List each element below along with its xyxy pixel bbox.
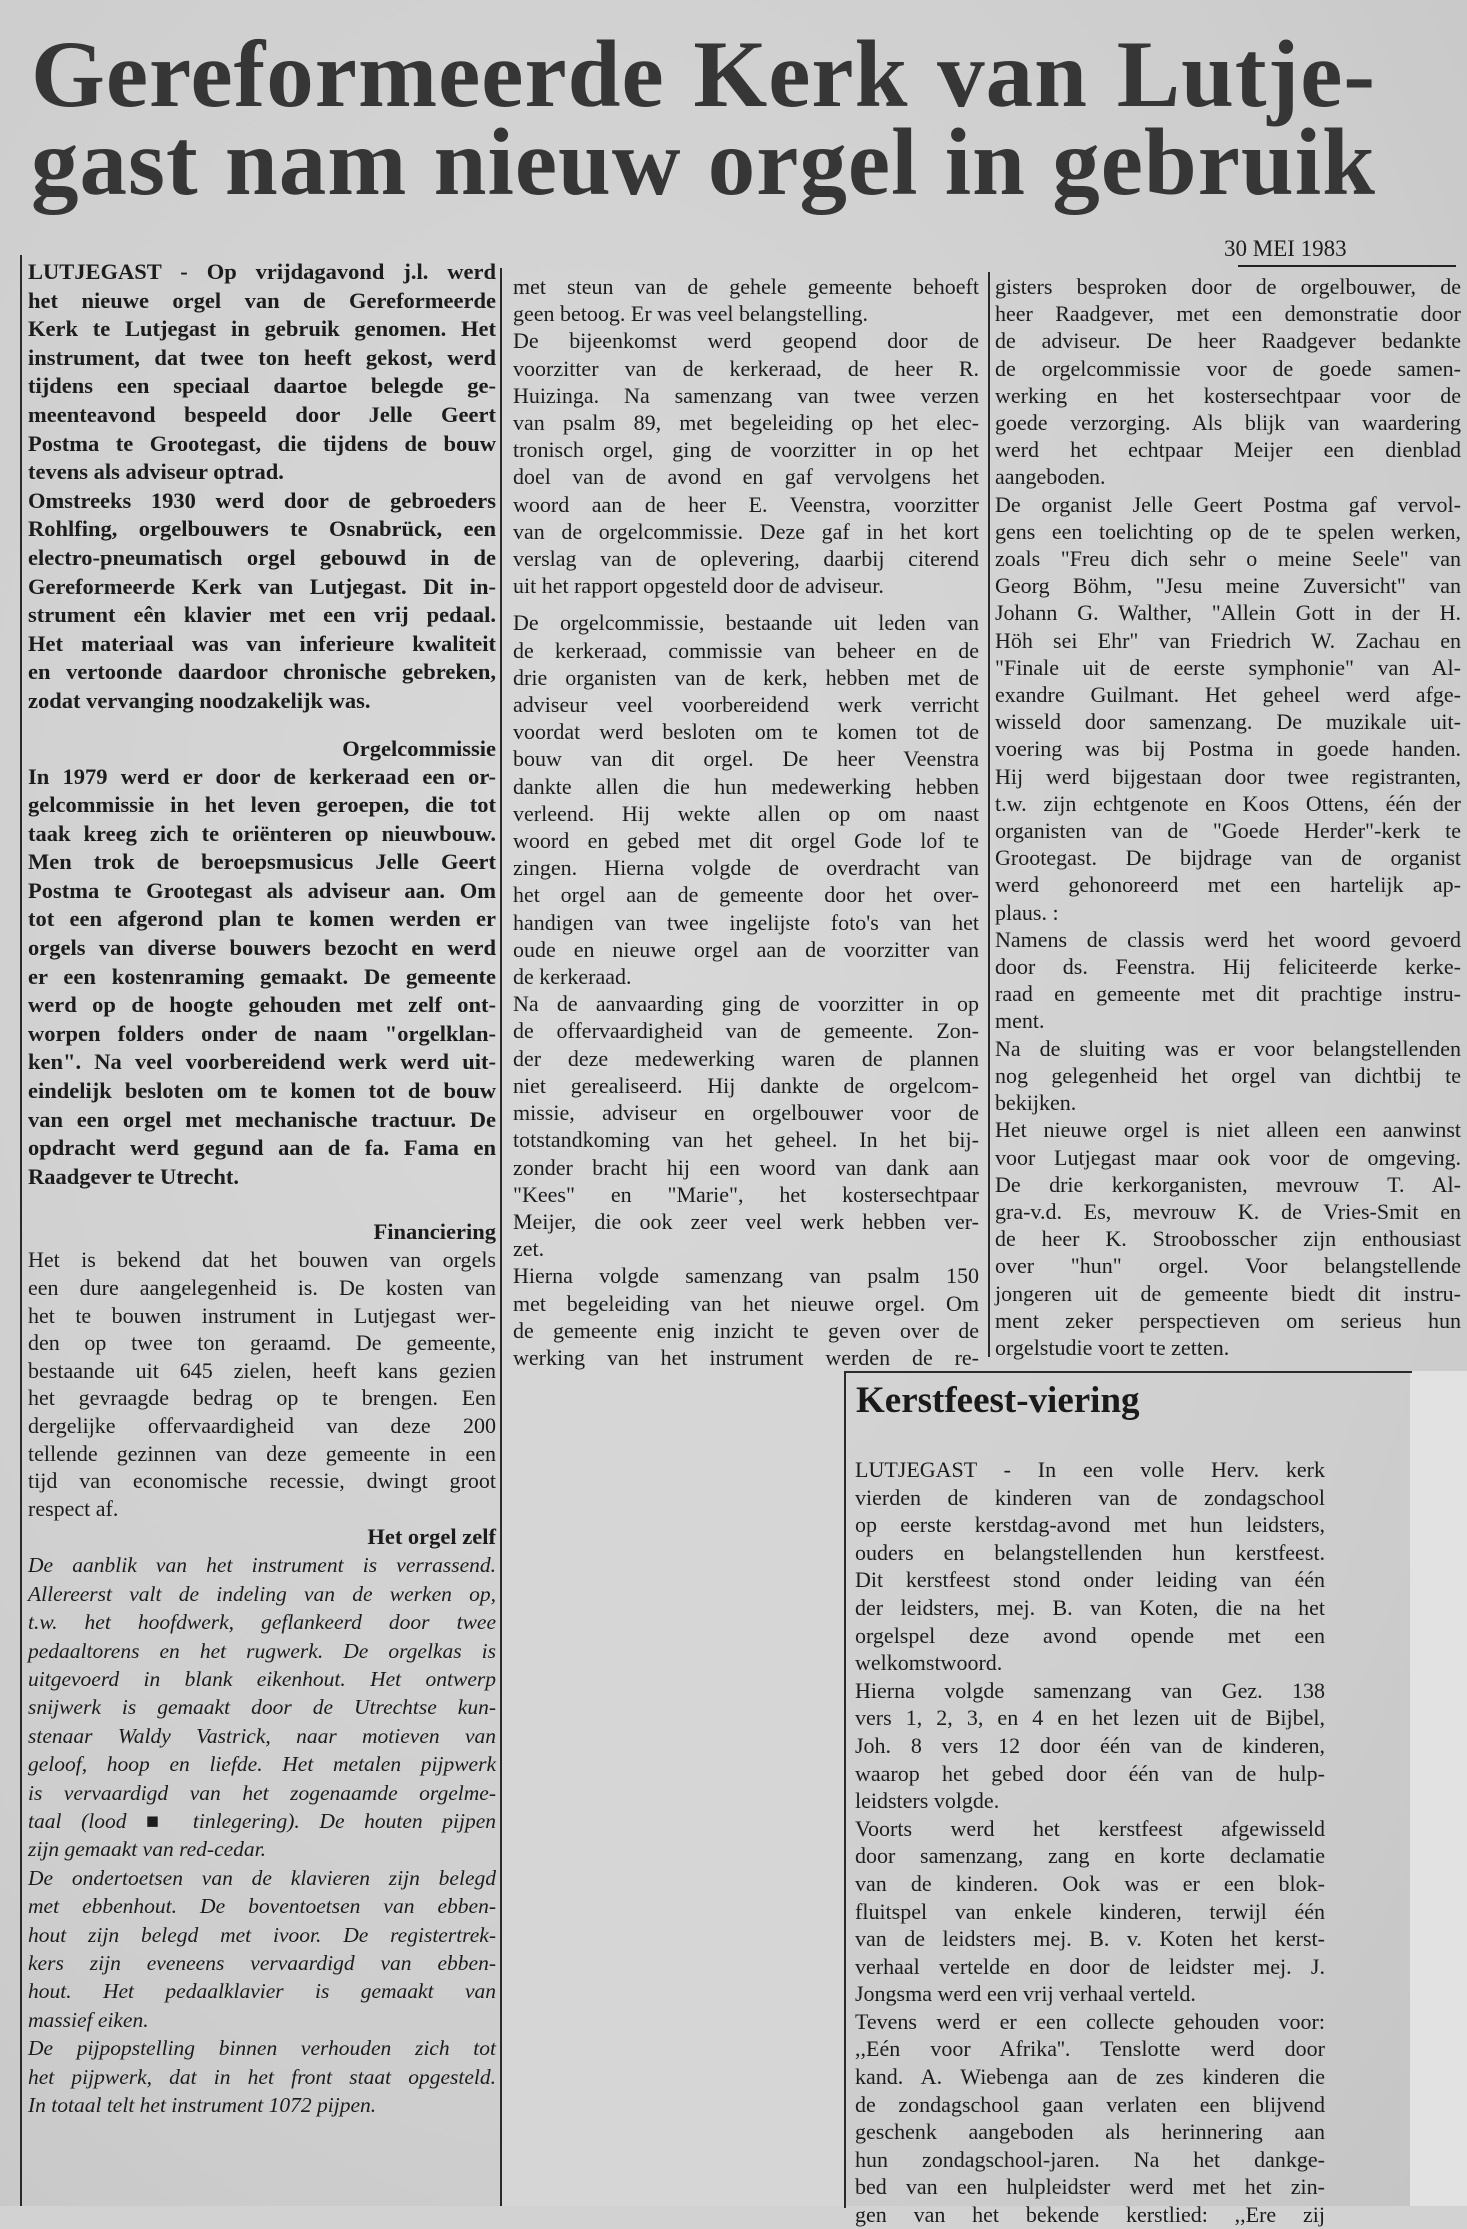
headline-line: Gereformeerde Kerk van Lutje-	[31, 21, 1376, 127]
paragraph	[995, 1035, 1461, 1117]
text-line: de kerkeraad.	[513, 964, 632, 990]
text-line: De aanblik van het instrument is verrassend.	[28, 1553, 496, 1578]
paragraph	[28, 763, 496, 1192]
text-line: bekijken.	[995, 1090, 1077, 1116]
text-line: raad en gemeente met dit prachtige instru-	[995, 981, 1461, 1007]
text-line: de heer K. Stroobosscher zijn enthousiast	[995, 1226, 1461, 1252]
text-line: voor Lutjegast maar ook voor de omgeving.	[995, 1144, 1461, 1170]
subheading	[28, 1217, 496, 1246]
text-line: geschenk aangeboden als herinnering aan	[855, 2119, 1325, 2145]
paragraph	[995, 926, 1461, 1035]
sidebar-article-title: Kerstfeest-viering	[856, 1380, 1140, 1421]
text-line: De drie kerkorganisten, mevrouw T. Al-	[995, 1171, 1461, 1197]
text-line: met steun van de gehele gemeente behoeft	[513, 274, 979, 299]
text-line: zodat vervanging noodzakelijk was.	[28, 687, 371, 713]
text-line: Georg Böhm, "Jesu meine Zuversicht" van	[995, 573, 1461, 599]
text-line: Het nieuwe orgel is niet alleen een aanwinst	[995, 1117, 1461, 1143]
text-line: der leidsters, mej. B. van Koten, die na het	[855, 1594, 1325, 1620]
text-line: exandre Guilmant. Het geheel werd afge-	[995, 682, 1461, 708]
text-line: jongeren uit de gemeente biedt dit instru-	[995, 1280, 1461, 1306]
text-line: de offervaardigheid van de gemeente. Zon-	[513, 1018, 979, 1044]
text-line: De ondertoetsen van de klavieren zijn belegd	[28, 1865, 496, 1890]
text-line: woord en gebed met dit orgel Gode lof te	[513, 828, 979, 854]
paragraph	[855, 1815, 1325, 2008]
text-line: oude en nieuwe orgel aan de voorzitter van	[513, 936, 979, 962]
text-line: Höh sei Ehr" van Friedrich W. Zachau en	[995, 627, 1461, 653]
article-column-3	[995, 273, 1461, 1361]
text-line: werd gehonoreerd met een hartelijk ap-	[995, 872, 1461, 898]
text-line: worpen folders onder de naam "orgelklan-	[28, 1020, 496, 1046]
text-line: tot een afgerond plan te komen werden er	[28, 906, 496, 932]
text-line: met begeleiding van het nieuwe orgel. Om	[513, 1290, 979, 1316]
text-line: geloof, hoop en liefde. Het metalen pijpwerk	[28, 1752, 496, 1777]
text-line: zoals "Freu dich sehr o meine Seele" van	[995, 546, 1461, 572]
text-line: taak kreeg zich te oriënteren op nieuwbouw.	[28, 820, 496, 846]
text-line: doel van de avond en gaf vervolgens het	[513, 464, 979, 490]
text-line: nog gelegenheid het orgel van dichtbij te	[995, 1062, 1461, 1088]
text-line: hout zijn belegd met ivoor. De registertrek-	[28, 1922, 496, 1947]
subheading	[28, 734, 496, 763]
headline-line: gast nam nieuw orgel in gebruik	[31, 109, 1376, 215]
text-line: snijwerk is gemaakt door de Utrechtse kun-	[28, 1695, 496, 1720]
text-line: gisters besproken door de orgelbouwer, de	[995, 274, 1461, 299]
publication-date: 30 MEI 1983	[1224, 236, 1347, 261]
text-line: de orgelcommissie voor de goede samen-	[995, 355, 1461, 381]
text-line: en vertoonde daardoor chronische gebreken,	[28, 659, 496, 685]
paragraph	[28, 1864, 496, 2034]
date-underline	[1238, 265, 1456, 267]
text-line: ment.	[995, 1008, 1045, 1034]
text-line: Grootegast. De bijdrage van de organist	[995, 845, 1461, 871]
column-rule-2-3	[988, 272, 990, 1357]
text-line: tronisch orgel, ging de voorzitter in op het	[513, 437, 979, 463]
subheading-text: Financiering	[373, 1219, 496, 1245]
subheading	[28, 1522, 496, 1551]
text-line: vierden de kinderen van de zondagschool	[855, 1484, 1325, 1510]
text-line: aangeboden.	[995, 464, 1106, 490]
text-line: werking van het instrument werden de re-	[513, 1344, 979, 1370]
paragraph	[995, 1116, 1461, 1361]
text-line: taal (lood ■ tinlegering). De houten pijpen	[28, 1809, 496, 1833]
text-line: Joh. 8 vers 12 door één van de kinderen,	[855, 1732, 1325, 1758]
text-line: van een orgel met mechanische tractuur. De	[28, 1106, 496, 1132]
text-line: door ds. Feenstra. Hij feliciteerde kerke-	[995, 954, 1461, 980]
text-line: t.w. zijn echtgenote en Koos Ottens, één der	[995, 790, 1461, 816]
text-line: hun zondagschool-jaren. Na het dankge-	[855, 2146, 1325, 2172]
text-line: over "hun" orgel. Voor belangstellende	[995, 1253, 1461, 1279]
text-line: Allereerst valt de indeling van de werken op,	[28, 1581, 496, 1606]
text-line: het te bouwen instrument in Lutjegast wer-	[28, 1302, 496, 1328]
blank-paper-area	[502, 1360, 844, 2206]
subheading-text: Het orgel zelf	[367, 1524, 496, 1550]
column-rule-left	[20, 255, 22, 2206]
text-line: de adviseur. De heer Raadgever bedankte	[995, 328, 1461, 354]
text-line: het gevraagde bedrag op te brengen. Een	[28, 1385, 496, 1411]
text-line: Hierna volgde samenzang van psalm 150	[513, 1263, 979, 1289]
text-line: drie organisten van de kerk, hebben met de	[513, 664, 979, 690]
text-line: Raadgever te Utrecht.	[28, 1163, 239, 1189]
text-line: ouders en belangstellenden hun kerstfeest.	[855, 1539, 1325, 1565]
text-line: Rohlfing, orgelbouwers te Osnabrück, een	[28, 516, 496, 542]
text-line: op eerste kerstdag-avond met hun leidsters,	[855, 1512, 1325, 1538]
text-line: de zondagschool gaan verlaten een blijvend	[855, 2091, 1325, 2117]
text-line: het pijpwerk, dat in het front staat opgesteld.	[28, 2064, 496, 2089]
paragraph	[855, 1677, 1325, 1815]
text-line: voorzitter van de kerkeraad, de heer R.	[513, 355, 979, 381]
text-line: De pijpopstelling binnen verhouden zich tot	[28, 2036, 496, 2061]
text-line: Omstreeks 1930 werd door de gebroeders	[28, 487, 496, 513]
text-line: de kerkeraad, commissie van beheer en de	[513, 637, 979, 663]
text-line: ,,Eén voor Afrika''. Tenslotte werd door	[855, 2036, 1325, 2062]
text-line: zonder bracht hij een woord van dank aan	[513, 1154, 979, 1180]
paragraph	[855, 1456, 1325, 1677]
paragraph	[995, 491, 1461, 926]
paragraph	[513, 990, 979, 1262]
text-line: verleend. Hij wekte allen op om naast	[513, 800, 979, 826]
text-line: het nieuwe orgel van de Gereformeerde	[28, 287, 496, 313]
text-line: door samenzang, zang en korte declamatie	[855, 1843, 1325, 1869]
headline	[31, 21, 1376, 215]
text-line: adviseur veel voorbereidend werk verricht	[513, 692, 979, 718]
text-line: Voorts werd het kerstfeest afgewisseld	[855, 1815, 1325, 1841]
text-line: dankte allen die hun medewerking hebben	[513, 773, 979, 799]
paragraph	[28, 2034, 496, 2119]
text-line: geen betoog. Er was veel belangstelling.	[513, 301, 868, 327]
text-line: den op twee ton geraamd. De gemeente,	[28, 1330, 496, 1356]
text-line: Huizinga. Na samenzang van twee verzen	[513, 382, 979, 408]
text-line: zijn gemaakt van red-cedar.	[28, 1837, 267, 1862]
text-line: Na de sluiting was er voor belangstellenden	[995, 1035, 1461, 1061]
text-line: werking en het kostersechtpaar voor de	[995, 382, 1461, 408]
text-line: De bijeenkomst werd geopend door de	[513, 328, 979, 354]
paragraph	[513, 327, 979, 599]
text-line: Postma te Grootegast als adviseur aan. Om	[28, 877, 496, 903]
text-line: goede verzorging. Als blijk van waardering	[995, 410, 1461, 436]
text-line: het orgel aan de gemeente door het over-	[513, 882, 979, 908]
text-line: Johann G. Walther, "Allein Gott in der H.	[995, 600, 1461, 626]
text-line: instrument, dat twee ton heeft gekost, werd	[28, 344, 496, 370]
text-line: LUTJEGAST - In een volle Herv. kerk	[855, 1457, 1325, 1482]
text-line: Dit kerstfeest stond onder leiding van één	[855, 1567, 1325, 1593]
text-line: Na de aanvaarding ging de voorzitter in op	[513, 991, 979, 1017]
text-line: "Kees" en "Marie", het kostersechtpaar	[513, 1181, 979, 1207]
text-line: eindelijk besloten om te komen tot de bouw	[28, 1078, 496, 1104]
text-line: opdracht werd gegund aan de fa. Fama en	[28, 1135, 496, 1161]
text-line: er een kostenraming gemaakt. De gemeente	[28, 963, 496, 989]
text-line: een dure aangelegenheid is. De kosten van	[28, 1275, 496, 1300]
text-line: van psalm 89, met begeleiding op het elec-	[513, 410, 979, 436]
text-line: In totaal telt het instrument 1072 pijpen.	[28, 2093, 377, 2118]
text-line: Gereformeerde Kerk van Lutjegast. Dit in-	[28, 573, 496, 599]
text-line: welkomstwoord.	[855, 1650, 1003, 1676]
text-line: dergelijke offervaardigheid van deze 200	[28, 1412, 496, 1438]
subheading-text: Orgelcommissie	[342, 735, 496, 761]
text-line: bed van een hulpleidster werd met het zin-	[855, 2174, 1325, 2200]
text-line: Het materiaal was van inferieure kwaliteit	[28, 630, 496, 656]
paragraph	[995, 273, 1461, 491]
paragraph	[513, 609, 979, 990]
article-column-1	[28, 258, 496, 2119]
text-line: orgelspel deze avond opende met een	[855, 1622, 1325, 1648]
paragraph	[513, 1262, 979, 1371]
text-line: t.w. het hoofdwerk, geflankeerd door twee	[28, 1610, 496, 1635]
text-line: strument eên klavier met een vrij pedaal.	[28, 602, 496, 628]
text-line: bestaande uit 645 zielen, heeft kans gezien	[28, 1357, 496, 1383]
text-line: uit het rapport opgesteld door de adviseur.	[513, 573, 884, 599]
text-line: leidsters volgde.	[855, 1788, 1000, 1814]
sidebar-article-body	[855, 1456, 1325, 2229]
text-line: zet.	[513, 1236, 545, 1262]
paragraph	[513, 273, 979, 327]
text-line: Hij werd bijgestaan door twee registranten,	[995, 763, 1461, 789]
text-line: uitgevoerd in blank eikenhout. Het ontwerp	[28, 1666, 496, 1691]
text-line: hout. Het pedaalklavier is gemaakt van	[28, 1979, 496, 2004]
text-line: gens een toelichting op de te spelen werken,	[995, 518, 1461, 544]
text-line: met ebbenhout. De boventoetsen van ebben-	[28, 1894, 496, 1919]
text-line: missie, adviseur en orgelbouwer voor de	[513, 1100, 979, 1126]
text-line: Jongsma werd een vrij verhaal verteld.	[855, 1981, 1196, 2007]
text-line: handigen van twee ingelijste foto's van het	[513, 909, 979, 935]
text-line: organisten van de "Goede Herder"-kerk te	[995, 818, 1461, 844]
text-line: Het is bekend dat het bouwen van orgels	[28, 1247, 496, 1273]
text-line: verhaal vertelde en door de leidster mej. J.	[855, 1953, 1325, 1979]
text-line: bouw van dit orgel. De heer Veenstra	[513, 746, 979, 772]
text-line: tevens als adviseur optrad.	[28, 459, 284, 485]
text-line: tijdens een speciaal daartoe belegde ge-	[28, 373, 496, 399]
text-line: de gemeente enig inzicht te geven over de	[513, 1317, 979, 1343]
text-line: fluitspel van enkele kinderen, terwijl één	[855, 1898, 1325, 1924]
text-line: stenaar Waldy Vastrick, naar motieven van	[28, 1723, 496, 1748]
text-line: orgelstudie voort te zetten.	[995, 1334, 1230, 1360]
text-line: voering was bij Postma in goede handen.	[995, 736, 1461, 762]
text-line: De organist Jelle Geert Postma gaf vervol-	[995, 491, 1461, 517]
text-line: heer Raadgever, met een demonstratie door	[995, 301, 1461, 327]
text-line: woord aan de heer E. Veenstra, voorzitter	[513, 491, 979, 517]
text-line: werd op de hoogte gehouden met zelf ont-	[28, 992, 496, 1018]
text-line: voordat werd besloten om te komen tot de	[513, 719, 979, 745]
text-line: tijd van economische recessie, dwingt groot	[28, 1468, 496, 1494]
column-rule-1-2	[500, 268, 502, 2206]
article-column-2	[513, 273, 979, 1371]
text-line: van de kinderen. Ook was er een blok-	[855, 1870, 1325, 1896]
text-line: De orgelcommissie, bestaande uit leden van	[513, 610, 979, 636]
text-line: gen van het bekende kerstlied: ,,Ere zij	[855, 2202, 1325, 2228]
text-line: vers 1, 2, 3, en 4 en het lezen uit de Bijbel,	[855, 1705, 1325, 1731]
text-line: zingen. Hierna volgde de overdracht van	[513, 855, 979, 881]
clipping-edge	[1410, 1371, 1467, 2206]
text-line: In 1979 werd er door de kerkeraad een or-	[28, 763, 496, 789]
text-line: gra-v.d. Es, mevrouw K. de Vries-Smit en	[995, 1198, 1461, 1224]
text-line: respect af.	[28, 1495, 119, 1521]
paragraph	[855, 2008, 1325, 2229]
text-line: gelcommissie in het leven geroepen, die tot	[28, 792, 496, 818]
text-line: kers zijn eveneens vervaardigd van ebben-	[28, 1951, 496, 1976]
text-line: pedaaltorens en het rugwerk. De orgelkas is	[28, 1638, 496, 1663]
text-line: verslag van de oplevering, daarbij citerend	[513, 546, 979, 572]
paragraph	[28, 1246, 496, 1522]
text-line: ment zeker perspectieven om serieus hun	[995, 1307, 1461, 1333]
text-line: Men trok de beroepsmusicus Jelle Geert	[28, 849, 496, 875]
text-line: waarop het gebed door één van de hulp-	[855, 1760, 1325, 1786]
text-line: ken". Na veel voorbereidend werk werd uit-	[28, 1049, 496, 1075]
text-line: meenteavond bespeeld door Jelle Geert	[28, 401, 496, 427]
paragraph	[28, 487, 496, 716]
text-line: Kerk te Lutjegast in gebruik genomen. Het	[28, 316, 496, 342]
text-line: van de orgelcommissie. Deze gaf in het kort	[513, 518, 979, 544]
text-line: Tevens werd er een collecte gehouden voor:	[855, 2008, 1325, 2034]
paragraph	[28, 1551, 496, 1863]
text-line: plaus. :	[995, 899, 1059, 925]
text-line: niet gerealiseerd. Hij dankte de orgelcom-	[513, 1072, 979, 1098]
text-line: der deze medewerking waren de plannen	[513, 1045, 979, 1071]
text-line: werd het echtpaar Meijer een dienblad	[995, 437, 1461, 463]
text-line: kand. A. Wiebenga aan de zes kinderen die	[855, 2064, 1325, 2090]
paragraph	[28, 258, 496, 487]
text-line: tellende gezinnen van deze gemeente in een	[28, 1440, 496, 1466]
text-line: orgels van diverse bouwers bezocht en werd	[28, 935, 496, 961]
text-line: totstandkoming van het geheel. In het bij-	[513, 1127, 979, 1153]
text-line: Hierna volgde samenzang van Gez. 138	[855, 1677, 1325, 1703]
text-line: electro-pneumatisch orgel gebouwd in de	[28, 544, 496, 570]
text-line: wisseld door samenzang. De muzikale uit-	[995, 709, 1461, 735]
text-line: Postma te Grootegast, die tijdens de bouw	[28, 430, 496, 456]
text-line: massief eiken.	[28, 2007, 149, 2032]
text-line: Namens de classis werd het woord gevoerd	[995, 926, 1461, 952]
text-line: van de leidsters mej. B. v. Koten het kerst-	[855, 1926, 1325, 1952]
text-line: LUTJEGAST - Op vrijdagavond j.l. werd	[28, 259, 496, 284]
text-line: is vervaardigd van het zogenaamde orgelme-	[28, 1780, 496, 1805]
text-line: "Finale uit de eerste symphonie" van Al-	[995, 654, 1461, 680]
text-line: Meijer, die ook zeer veel werk hebben ver-	[513, 1208, 979, 1234]
